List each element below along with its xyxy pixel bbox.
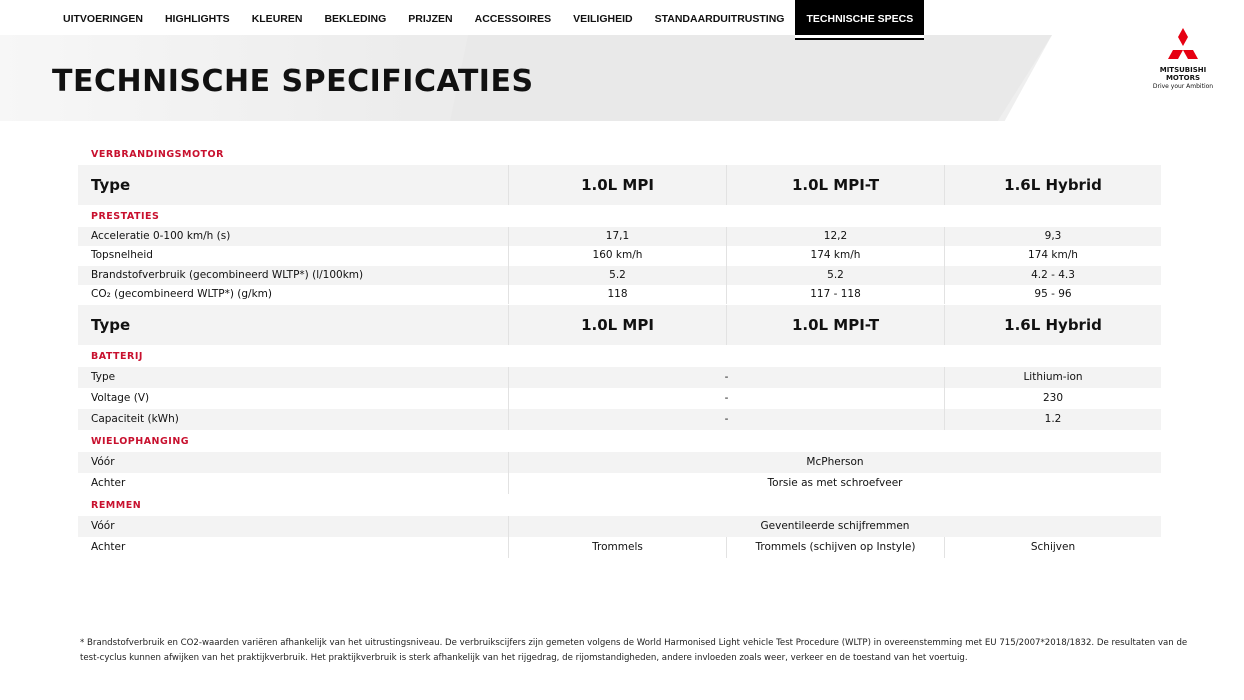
type-label: Type (91, 176, 131, 194)
spec-value: 117 - 118 (726, 285, 944, 304)
nav-tab-veiligheid[interactable]: VEILIGHEID (573, 13, 633, 25)
spec-value: 174 km/h (726, 246, 944, 265)
spec-value: Torsie as met schroefveer (508, 473, 1161, 494)
nav-tab-bekleding[interactable]: BEKLEDING (324, 13, 387, 25)
spec-row (78, 388, 1161, 409)
spec-label: Acceleratie 0-100 km/h (s) (91, 230, 231, 242)
spec-label: Voltage (V) (91, 392, 150, 405)
spec-row (78, 537, 1161, 558)
spec-value: 17,1 (508, 227, 726, 246)
spec-row (78, 246, 1161, 265)
spec-value: 174 km/h (944, 246, 1161, 265)
section-title: VERBRANDINGSMOTOR (91, 149, 224, 160)
engine-column-header: 1.0L MPI (508, 165, 726, 205)
spec-value: 5.2 (508, 266, 726, 285)
type-header-row (78, 305, 1161, 345)
section-title: BATTERIJ (91, 351, 143, 363)
spec-row (78, 409, 1161, 430)
spec-value: Lithium-ion (944, 367, 1161, 388)
three-diamonds-icon (1163, 28, 1203, 62)
spec-value: 5.2 (726, 266, 944, 285)
engine-column-header: 1.0L MPI (508, 305, 726, 345)
engine-column-header: 1.0L MPI-T (726, 305, 944, 345)
header-band-accent (450, 35, 1052, 121)
spec-value: - (508, 388, 944, 409)
spec-value: - (508, 367, 944, 388)
spec-value: 160 km/h (508, 246, 726, 265)
spec-label: Achter (91, 541, 126, 554)
spec-label: Brandstofverbruik (gecombineerd WLTP*) (l/100km) (91, 268, 364, 281)
footnote: * Brandstofverbruik en CO2-waarden variëren afhankelijk van het uitrustingsniveau. De verbruikscijfers zijn gemeten volgens de World Harmonised Light vehicle Test Procedure (WLTP) in overeenstemming met EU 715/2007*2018/1832. De resultaten van de test-cyclus kunnen afwijken van het praktijkverbruik. Het praktijkverbruik is sterk afhankelijk van het rijgedrag, de rijomstandigheden, andere invloeden zoals weer, verkeer en de toestand van het voertuig. (80, 638, 1188, 663)
top-nav (52, 0, 924, 38)
spec-row (78, 367, 1161, 388)
section-title: WIELOPHANGING (91, 436, 190, 448)
nav-tab-kleuren[interactable]: KLEUREN (251, 13, 303, 25)
spec-value: 12,2 (726, 227, 944, 246)
spec-label: Type (91, 371, 116, 384)
spec-row (78, 285, 1161, 304)
spec-value: Trommels (508, 537, 726, 558)
spec-value: 4.2 - 4.3 (944, 266, 1161, 285)
spec-row (78, 266, 1161, 285)
section-title: PRESTATIES (91, 211, 160, 222)
spec-label: Capaciteit (kWh) (91, 413, 179, 426)
spec-value: Schijven (944, 537, 1161, 558)
spec-label: Vóór (91, 520, 115, 533)
spec-label: Topsnelheid (91, 249, 153, 262)
spec-value: 118 (508, 285, 726, 304)
spec-row (78, 473, 1161, 494)
nav-tab-accessoires[interactable]: ACCESSOIRES (474, 13, 552, 25)
engine-column-header: 1.6L Hybrid (944, 165, 1161, 205)
nav-tab-uitvoeringen[interactable]: UITVOERINGEN (63, 13, 143, 25)
nav-tab-highlights[interactable]: HIGHLIGHTS (164, 13, 230, 25)
spec-row (78, 452, 1161, 473)
section-title: REMMEN (91, 500, 142, 512)
spec-value: 95 - 96 (944, 285, 1161, 304)
spec-value: - (508, 409, 944, 430)
logo-line2: MOTORS (1165, 74, 1201, 82)
nav-tab-standaarduitrusting[interactable]: STANDAARDUITRUSTING (654, 13, 785, 25)
spec-value: Geventileerde schijfremmen (508, 516, 1161, 537)
engine-column-header: 1.6L Hybrid (944, 305, 1161, 345)
specs-table (78, 145, 1161, 558)
spec-value: 230 (944, 388, 1161, 409)
spec-value: Trommels (schijven op Instyle) (726, 537, 944, 558)
spec-row (78, 516, 1161, 537)
page-title: TECHNISCHE SPECIFICATIES (52, 64, 534, 99)
spec-value: 1.2 (944, 409, 1161, 430)
type-label: Type (91, 316, 131, 335)
logo-line1: MITSUBISHI (1159, 66, 1207, 74)
spec-label: CO₂ (gecombineerd WLTP*) (g/km) (91, 287, 273, 300)
nav-tab-technische-specs[interactable]: TECHNISCHE SPECS (795, 0, 924, 35)
type-header-row (78, 165, 1161, 205)
logo-tagline: Drive your Ambition (1152, 83, 1214, 90)
spec-row (78, 227, 1161, 246)
engine-column-header: 1.0L MPI-T (726, 165, 944, 205)
spec-value: McPherson (508, 452, 1161, 473)
spec-label: Vóór (91, 456, 115, 469)
spec-label: Achter (91, 477, 126, 490)
mitsubishi-logo[interactable] (1148, 28, 1218, 92)
nav-tab-prijzen[interactable]: PRIJZEN (408, 13, 453, 25)
spec-value: 9,3 (944, 227, 1161, 246)
